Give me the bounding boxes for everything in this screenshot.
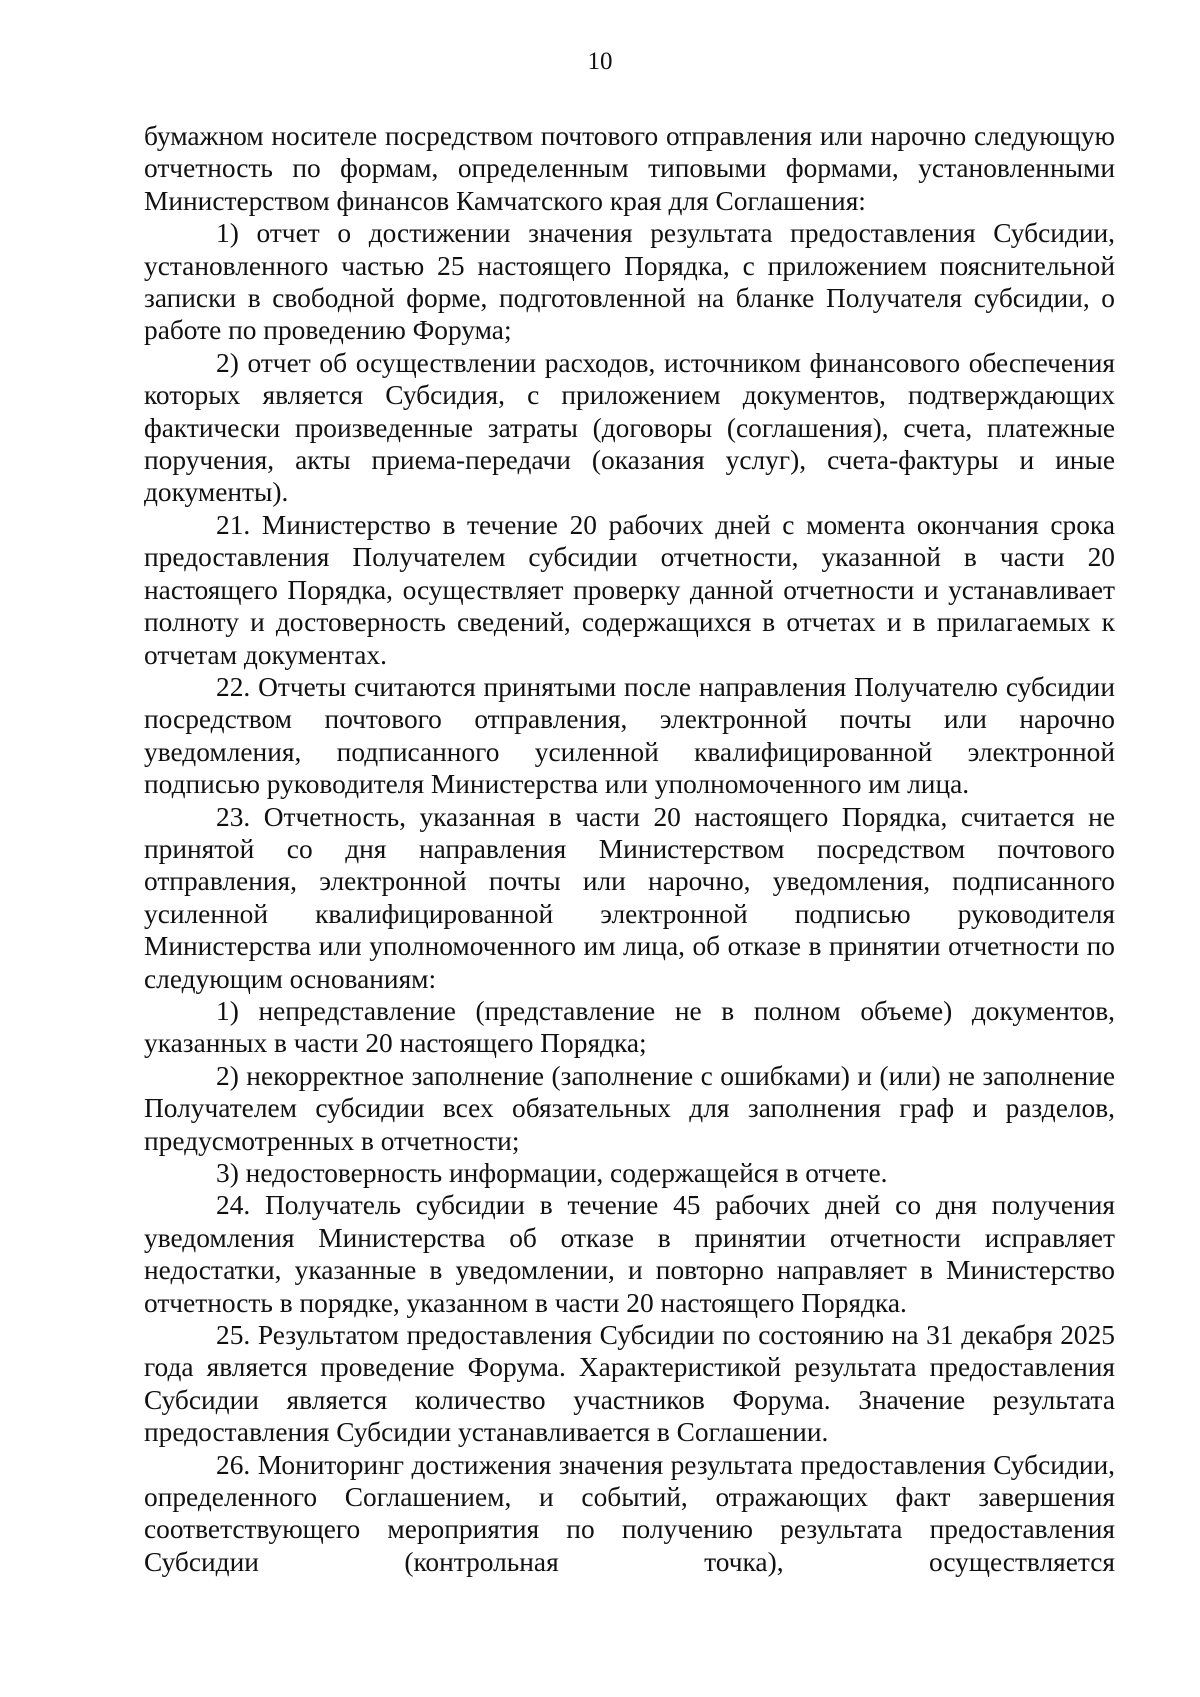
paragraph-24-correction: 24. Получатель субсидии в течение 45 рабочих дней со дня получения уведомления Министерства об отказе в принятии отчетности исправляет недостатки, указанные в уведомлении, и повторно направляет в Министерство отчетность в порядке, указанном в части 20 настоящего Порядка. xyxy=(144,1190,1115,1318)
paragraph-intro-continuation: бумажном носителе посредством почтового отправления или нарочно следующую отчетность по формам, определенным типовыми формами, установленными Министерством финансов Камчатского края для Соглашения: xyxy=(144,121,1115,216)
paragraph-rejection-ground-1: 1) непредставление (представление не в полном объеме) документов, указанных в части 20 настоящего Порядка; xyxy=(144,995,1115,1059)
document-body xyxy=(144,120,1115,1578)
paragraph-26-monitoring: 26. Мониторинг достижения значения результата предоставления Субсидии, определенного Соглашением, и событий, отражающих факт завершения соответствующего мероприятия по получению результата предоставления Субсидии (контрольная точка), осуществляется xyxy=(144,1449,1115,1577)
paragraph-22-acceptance: 22. Отчеты считаются принятыми после направления Получателю субсидии посредством почтового отправления, электронной почты или нарочно уведомления, подписанного усиленной квалифицированной электронной подписью руководителя Министерства или уполномоченного им лица. xyxy=(144,671,1115,800)
paragraph-rejection-ground-3: 3) недостоверность информации, содержащейся в отчете. xyxy=(216,1158,888,1188)
page-number: 10 xyxy=(587,48,613,75)
paragraph-23-rejection: 23. Отчетность, указанная в части 20 настоящего Порядка, считается не принятой со дня направления Министерством посредством почтового отправления, электронной почты или нарочно, уведомления, подписанного усиленной квалифицированной электронной подписью руководителя Министерства или уполномоченного им лица, об отказе в принятии отчетности по следующим основаниям: xyxy=(144,801,1115,994)
paragraph-item-1-achievement-report: 1) отчет о достижении значения результата предоставления Субсидии, установленного частью 25 настоящего Порядка, с приложением пояснительной записки в свободной форме, подготовленной на бланке Получателя субсидии, о работе по проведению Форума; xyxy=(144,218,1115,346)
paragraph-rejection-ground-2: 2) некорректное заполнение (заполнение с ошибками) и (или) не заполнение Получателем субсидии всех обязательных для заполнения граф и разделов, предусмотренных в отчетности; xyxy=(144,1060,1115,1156)
paragraph-25-result: 25. Результатом предоставления Субсидии по состоянию на 31 декабря 2025 года является проведение Форума. Характеристикой результата предоставления Субсидии является количество участников Форума. Значение результата предоставления Субсидии устанавливается в Соглашении. xyxy=(144,1320,1115,1448)
paragraph-21-verification: 21. Министерство в течение 20 рабочих дней с момента окончания срока предоставления Получателем субсидии отчетности, указанной в части 20 настоящего Порядка, осуществляет проверку данной отчетности и устанавливает полноту и достоверность сведений, содержащихся в отчетах и в прилагаемых к отчетам документах. xyxy=(144,509,1115,670)
paragraph-item-2-expense-report: 2) отчет об осуществлении расходов, источником финансового обеспечения которых является Субсидия, с приложением документов, подтверждающих фактически произведенные затраты (договоры (соглашения), счета, платежные поручения, акты приема-передачи (оказания услуг), счета-фактуры и иные документы). xyxy=(144,347,1115,508)
